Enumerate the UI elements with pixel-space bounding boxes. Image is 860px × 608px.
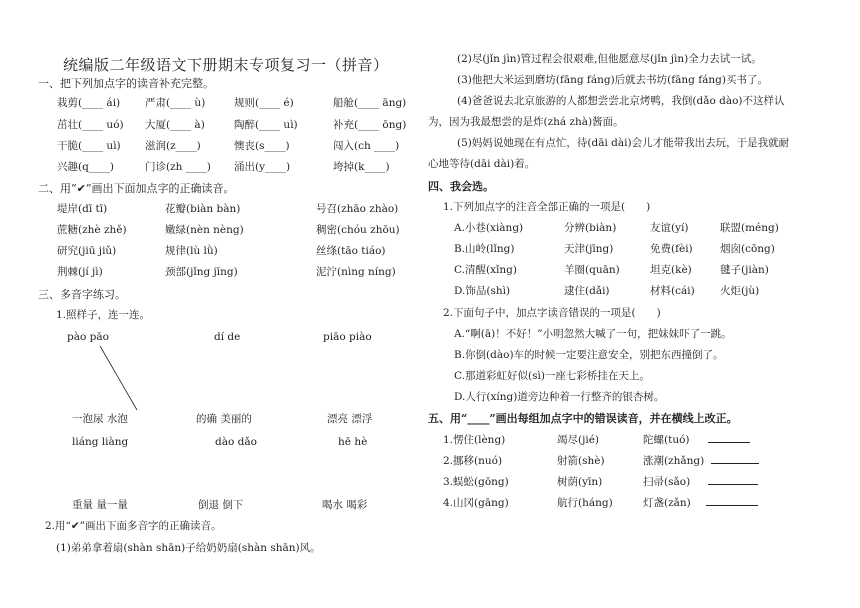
s3-words-mid: 漂亮 漂浮 xyxy=(327,413,373,425)
s3-pinyin-top: dí de xyxy=(214,331,241,343)
s5-item: 射箭(shè) xyxy=(557,455,605,467)
s5-item: 竭尽(jié) xyxy=(557,434,600,446)
s4-opt: 分辨(biàn) xyxy=(564,222,617,234)
s5-item: 4.山冈(gāng) xyxy=(443,497,509,509)
s5-item: 树荫(yīn) xyxy=(557,476,603,488)
answer-line[interactable] xyxy=(703,497,758,510)
s4-opt2: B.你倒(dào)车的时候一定要注意安全，别把东西撞倒了。 xyxy=(454,349,724,361)
s3-pinyin-mid: dào dǎo xyxy=(215,436,257,448)
s5-item: 1.愣住(lèng) xyxy=(443,434,506,446)
s4-opt2: D.人行(xíng)道旁边种着一行整齐的银杏树。 xyxy=(454,391,665,403)
s1-item: 涌出(y____) xyxy=(234,161,291,173)
s4-opt: 逮住(dǎi) xyxy=(564,285,610,297)
s1-item: 干脆(____ uì) xyxy=(57,140,121,152)
s4-opt: 联盟(méng) xyxy=(720,222,779,234)
right-q5-line1: (5)妈妈说她现在有点忙，待(dāi dài)会儿才能带我出去玩，于是我就耐 xyxy=(457,137,790,149)
answer-line[interactable] xyxy=(705,476,758,489)
s2-item: 颈部(jǐng jīng) xyxy=(165,266,238,278)
s4-opt: 天津(jīng) xyxy=(564,243,614,255)
s4-opt: 友谊(yí) xyxy=(650,222,689,234)
s1-item: 大厦(____ à) xyxy=(145,119,205,131)
s2-item: 花瓣(biàn bàn) xyxy=(165,203,241,215)
answer-line[interactable] xyxy=(708,455,759,468)
s1-item: 垮掉(k____) xyxy=(333,161,390,173)
s4-q2: 2.下面句子中，加点字读音错误的一项是( ) xyxy=(443,307,661,319)
s2-item: 蔗糖(zhè zhě) xyxy=(57,224,127,236)
right-q4-line2: 为，因为我最想尝的是炸(zhá zhà)酱面。 xyxy=(428,116,624,128)
s1-item: 门诊(zh ____) xyxy=(145,161,211,173)
s3-pinyin-mid: liáng liàng xyxy=(72,436,129,448)
s4-opt: 烟囱(cōng) xyxy=(720,243,775,255)
s4-opt: B.山岭(lǐng) xyxy=(454,243,515,255)
s3-pinyin-top: piāo piào xyxy=(323,331,372,343)
s4-opt: 材料(cái) xyxy=(650,285,695,297)
s4-opt: 羊圈(quān) xyxy=(564,264,620,276)
right-q4-line1: (4)爸爸说去北京旅游的人都想尝尝北京烤鸭，我倒(dǎo dào)不这样认 xyxy=(457,95,785,107)
s1-item: 严肃(____ ù) xyxy=(145,97,206,109)
s5-item: 扫帚(sǎo) xyxy=(643,476,691,488)
s3-q1: (1)弟弟拿着扇(shàn shān)子给奶奶扇(shàn shān)风。 xyxy=(56,542,321,554)
s4-q1: 1.下列加点字的注音全部正确的一项是( ) xyxy=(443,201,651,213)
s3-words-mid: 的确 美丽的 xyxy=(196,413,252,425)
s4-opt2: A.“啊(ā)！不好！”小明忽然大喊了一句，把妹妹吓了一跳。 xyxy=(454,328,732,340)
s3-words-bottom: 重量 量一量 xyxy=(72,499,128,511)
s4-opt: A.小巷(xiàng) xyxy=(454,222,524,234)
s2-item: 荆棘(jí jì) xyxy=(57,266,103,278)
s1-item: 懊丧(s____) xyxy=(234,140,290,152)
section-1-heading: 一、把下列加点字的读音补充完整。 xyxy=(38,77,214,90)
s4-opt: 毽子(jiàn) xyxy=(720,264,769,276)
s4-opt: 免费(fèi) xyxy=(650,243,693,255)
s2-item: 稠密(chóu zhōu) xyxy=(316,224,400,236)
s4-opt: 坦克(kè) xyxy=(650,264,692,276)
s1-item: 陶醉(____ uì) xyxy=(234,119,298,131)
s1-item: 兴趣(q____) xyxy=(57,161,114,173)
s3-words-bottom: 倒退 倒下 xyxy=(198,499,244,511)
section-3-heading: 三、多音字练习。 xyxy=(38,288,126,301)
s1-item: 补充(____ ōng) xyxy=(333,119,407,131)
s4-opt: 火炬(jù) xyxy=(720,285,760,297)
section-4-heading: 四、我会选。 xyxy=(428,180,494,193)
s1-item: 滋润(z____) xyxy=(145,140,201,152)
s2-item: 研究(jiū jiǔ) xyxy=(57,245,117,257)
page-title: 统编版二年级语文下册期末专项复习一（拼音） xyxy=(63,56,389,74)
s4-opt: D.饰品(shì) xyxy=(454,285,511,297)
s2-item: 号召(zhāo zhào) xyxy=(316,203,399,215)
s5-item: 航行(háng) xyxy=(557,497,613,509)
section-2-heading: 二、用“✔”画出下面加点字的正确读音。 xyxy=(38,182,235,195)
s2-item: 嫩绿(nèn nèng) xyxy=(165,224,244,236)
s5-item: 2.挪移(nuó) xyxy=(443,455,503,467)
s4-opt: C.清醒(xǐng) xyxy=(454,264,517,276)
s5-item: 涨潮(zhǎng) xyxy=(643,455,705,467)
s2-item: 堤岸(dī tī) xyxy=(57,203,108,215)
section-5-heading: 五、用“____”画出每组加点字中的错误读音，并在横线上改正。 xyxy=(428,412,738,425)
right-q2: (2)尽(jǐn jìn)管过程会很艰难,但他愿意尽(jǐn jìn)全力去试一试。 xyxy=(457,53,762,65)
s1-item: 船舱(____ āng) xyxy=(333,97,407,109)
answer-line[interactable] xyxy=(705,434,750,447)
s3-sub2: 2.用“✔”画出下面多音字的正确读音。 xyxy=(45,520,222,532)
s2-item: 泥泞(nìng níng) xyxy=(316,266,396,278)
s5-item: 灯盏(zǎn) xyxy=(643,497,691,509)
s2-item: 规律(lù lǜ) xyxy=(165,245,218,257)
s1-item: 规则(____ é) xyxy=(234,97,294,109)
s3-words-bottom: 喝水 喝彩 xyxy=(322,499,368,511)
s3-pinyin-mid: hē hè xyxy=(338,436,368,448)
s3-pinyin-top: pào pāo xyxy=(67,331,109,343)
s1-item: 闯入(ch ____) xyxy=(333,140,400,152)
right-q3: (3)他把大米运到磨坊(fāng fáng)后就去书坊(fāng fáng)买书了。 xyxy=(457,74,768,86)
s2-item: 丝绦(tāo tiáo) xyxy=(316,245,386,257)
s1-item: 茁壮(____ uó) xyxy=(57,119,124,131)
right-q5-line2: 心地等待(dāi dài)着。 xyxy=(428,158,536,170)
s5-item: 陀螺(tuó) xyxy=(643,434,690,446)
s5-item: 3.蜈蚣(gōng) xyxy=(443,476,509,488)
s3-words-mid: 一泡尿 水泡 xyxy=(72,413,128,425)
s1-item: 栽剪(____ ái) xyxy=(57,97,121,109)
s4-opt2: C.那道彩虹好似(sì)一座七彩桥挂在天上。 xyxy=(454,370,650,382)
s3-sub1: 1.照样子，连一连。 xyxy=(56,309,151,321)
